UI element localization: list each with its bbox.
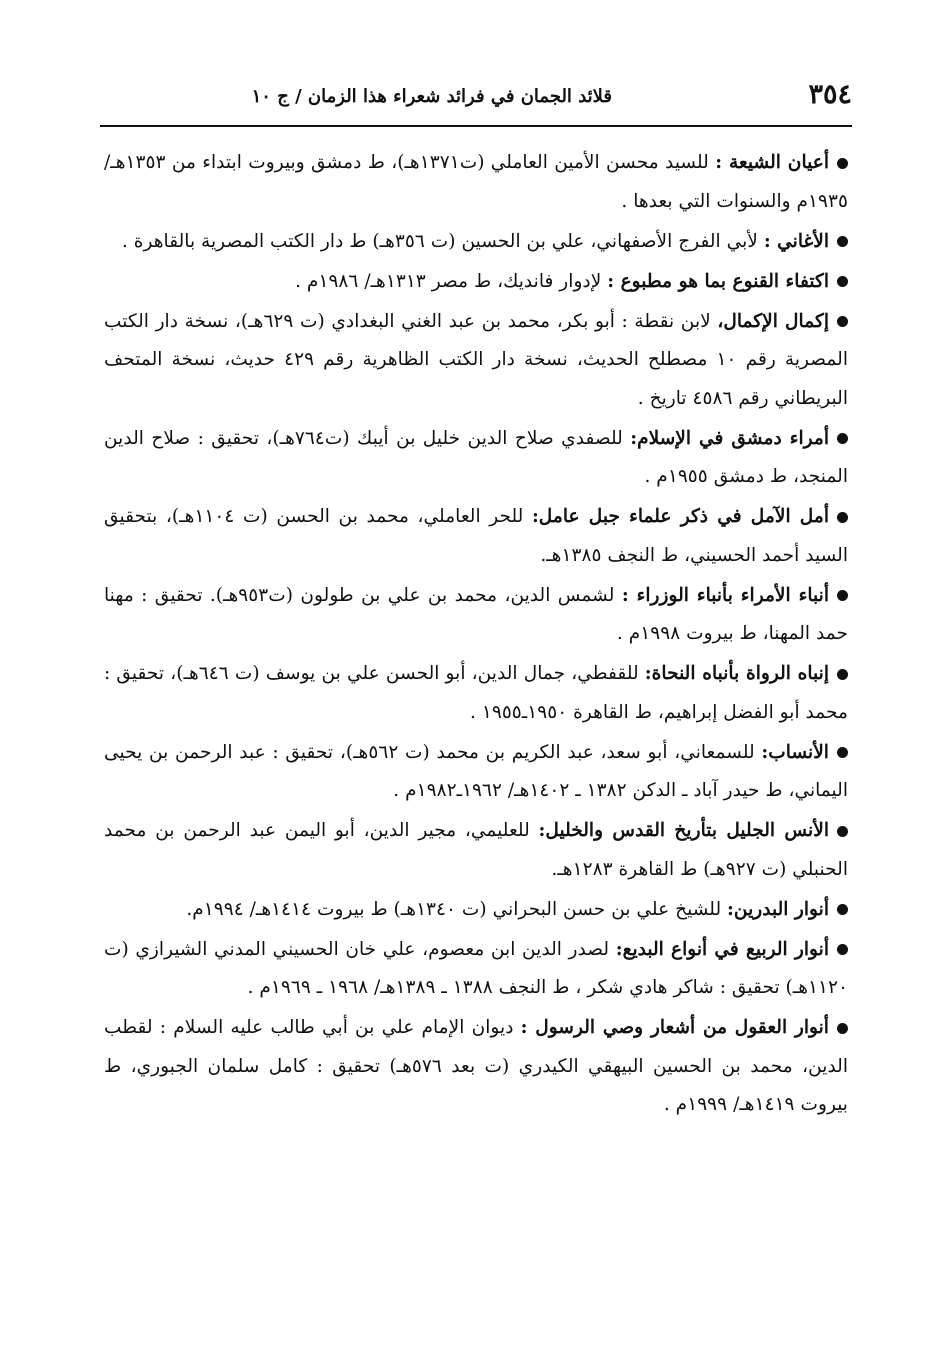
entry-body: لإدوار فانديك، ط مصر ١٣١٣هـ/ ١٩٨٦م .	[295, 270, 602, 292]
entry-body: للسيد محسن الأمين العاملي (ت١٣٧١هـ)، ط دمشق وبيروت ابتداء من ١٣٥٣هـ/ ١٩٣٥م والسنوات التي بعدها .	[104, 152, 848, 212]
bibliography-entry	[104, 223, 848, 262]
entry-title: أنوار العقول من أشعار وصي الرسول :	[520, 1017, 829, 1038]
entry-title: أنباء الأمراء بأنباء الوزراء :	[621, 584, 829, 606]
bibliography-entry	[104, 931, 848, 1008]
bibliography-entry	[104, 812, 848, 889]
header-divider	[100, 125, 852, 127]
running-title: قلائد الجمان في فرائد شعراء هذا الزمان / ج ١٠	[251, 86, 612, 107]
page-header	[100, 78, 852, 114]
bibliography-entry	[104, 1009, 848, 1125]
entry-body: للسمعاني، أبو سعد، عبد الكريم بن محمد (ت ٥٦٢هـ)، تحقيق : عبد الرحمن بن يحيى اليماني، ط حيدر آباد ـ الدكن ١٣٨٢ ـ ١٤٠٢هـ/ ١٩٦٢ـ١٩٨٢م .	[104, 741, 848, 801]
entry-title: إنباه الرواة بأنباه النحاة:	[644, 663, 829, 684]
entry-title: أنوار الربيع في أنواع البديع:	[615, 938, 829, 960]
entry-body: لصدر الدين ابن معصوم، علي خان الحسيني المدني الشيرازي (ت ١١٢٠هـ) تحقيق : شاكر هادي شكر ، ط النجف ١٣٨٨ ـ ١٣٨٩هـ/ ١٩٦٨ ـ ١٩٦٩م .	[104, 938, 848, 998]
bibliography-entry	[104, 303, 848, 419]
bullet-icon	[837, 512, 848, 523]
entry-title: أنوار البدرين:	[727, 898, 829, 920]
entry-body: للعليمي، مجير الدين، أبو اليمن عبد الرحمن بن محمد الحنبلي (ت ٩٢٧هـ) ط القاهرة ١٢٨٣هـ.	[104, 820, 848, 880]
bullet-icon	[837, 747, 848, 758]
bibliography-entry	[104, 655, 848, 732]
bullet-icon	[837, 1023, 848, 1034]
bibliography-entry	[104, 734, 848, 811]
bullet-icon	[837, 236, 848, 247]
bullet-icon	[837, 158, 848, 169]
entry-title: الأغاني :	[763, 230, 829, 252]
bullet-icon	[837, 276, 848, 287]
bibliography-entry	[104, 577, 848, 654]
bibliography-entry	[104, 144, 848, 221]
entry-title: الأنساب:	[761, 741, 829, 763]
entry-title: الأنس الجليل بتأريخ القدس والخليل:	[538, 820, 830, 841]
bullet-icon	[837, 944, 848, 955]
bullet-icon	[837, 669, 848, 680]
entry-title: أمراء دمشق في الإسلام:	[630, 427, 829, 449]
bibliography-entry	[104, 891, 848, 930]
entry-body: للشيخ علي بن حسن البحراني (ت ١٣٤٠هـ) ط بيروت ١٤١٤هـ/ ١٩٩٤م.	[186, 898, 722, 920]
entry-title: أمل الآمل في ذكر علماء جبل عامل:	[531, 506, 829, 527]
entry-body: لابن نقطة : أبو بكر، محمد بن عبد الغني البغدادي (ت ٦٢٩هـ)، نسخة دار الكتب المصرية رقم ١٠ مصطلح الحديث، نسخة دار الكتب الظاهرية رقم ٤٢٩ حديث، نسخة المتحف البريطاني رقم ٤٥٨٦ تاريخ .	[104, 310, 848, 409]
bullet-icon	[837, 590, 848, 601]
bullet-icon	[837, 826, 848, 837]
bibliography-list	[104, 144, 848, 1126]
entry-body: للحر العاملي، محمد بن الحسن (ت ١١٠٤هـ)، بتحقيق السيد أحمد الحسيني، ط النجف ١٣٨٥هـ.	[104, 506, 848, 566]
entry-title: اكتفاء القنوع بما هو مطبوع :	[607, 270, 829, 292]
bullet-icon	[837, 316, 848, 327]
entry-body: لأبي الفرج الأصفهاني، علي بن الحسين (ت ٣٥٦هـ) ط دار الكتب المصرية بالقاهرة .	[121, 230, 758, 252]
entry-title: إكمال الإكمال،	[717, 310, 829, 332]
bibliography-entry	[104, 263, 848, 302]
entry-body: لشمس الدين، محمد بن علي بن طولون (ت٩٥٣هـ). تحقيق : مهنا حمد المهنا، ط بيروت ١٩٩٨م .	[104, 584, 848, 644]
entry-body: للصفدي صلاح الدين خليل بن أيبك (ت٧٦٤هـ)، تحقيق : صلاح الدين المنجد، ط دمشق ١٩٥٥م .	[104, 427, 848, 487]
entry-body: ديوان الإمام علي بن أبي طالب عليه السلام : لقطب الدين، محمد بن الحسين البيهقي الكيدري (ت بعد ٥٧٦هـ) تحقيق : كامل سلمان الجبوري، ط بيروت ١٤١٩هـ/ ١٩٩٩م .	[104, 1017, 848, 1115]
bullet-icon	[837, 433, 848, 444]
bibliography-entry	[104, 420, 848, 497]
bibliography-entry	[104, 498, 848, 575]
entry-body: للقفطي، جمال الدين، أبو الحسن علي بن يوسف (ت ٦٤٦هـ)، تحقيق : محمد أبو الفضل إبراهيم، ط القاهرة ١٩٥٠ـ١٩٥٥ .	[104, 663, 848, 723]
entry-title: أعيان الشيعة :	[715, 152, 829, 173]
page-number: ٣٥٤	[808, 79, 852, 110]
bullet-icon	[837, 904, 848, 915]
